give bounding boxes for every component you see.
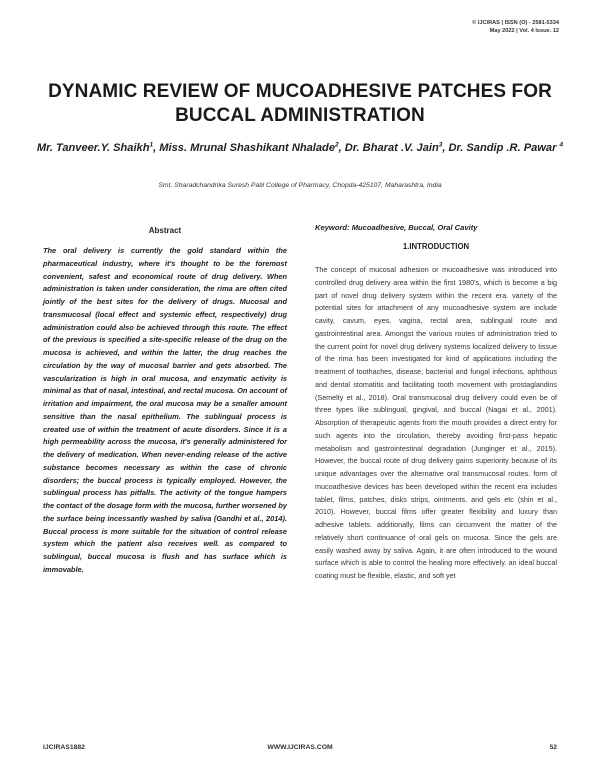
author-name: Miss. Mrunal Shashikant Nhalade [159,142,335,154]
author-name: Mr. Tanveer.Y. Shaikh [36,142,150,154]
keywords: Keyword: Mucoadhesive, Buccal, Oral Cavity [315,223,478,232]
introduction-body: The concept of mucosal adhesion or mucoadhesive was introduced into controlled drug delivery area within the first 1980's, which is become a big part of novel drug delivery system within the recent era. variety of the potential sites for attachment of any mucoadhesive system are include cavity, cavum, eyes, vagina, rectal area, sublingual route and gastrointestinal area. Amongst the various routes of administration tried to the current point for novel drug delivery systems localized delivery to tissue of the rima has been investigated for kind of applications including the treatment of toothaches, disease, bacterial and fungal infections, aphthous and dental stomatitis and facilitating tooth movement with prostaglandins (Semelty et al., 2018). Oral transmucosal drug delivery could even be of three types like sublingual, gingival, and buccal (Nagai et al., 2001). Absorption of therapeutic agents from the mouth provides a direct entry for such agents into the circulation, thereby avoiding first-pass hepatic metabolism and gastrointestinal degradation (Junginger et al., 2015). However, the buccal route of drug delivery gains superiority because of its unique advantages over the alternative oral transmucosal routes. form of mucoadhesive devices has been developed within the recent era includes tablet, films, patches, disks strips, ointments, and gels etc (shin et al., 2010). However, buccal films offer greater flexibility and luxury than adhesive tablets. additionally, films can circumvent the matter of the relatively short continuance of oral gels on mucosa. Since the gels are easily washed away by saliva. Again, it are often introduced to the wound surface which is able to control the healing more effectively. an ideal buccal coating must be flexible, elastic, and soft yet [315,265,557,580]
author-separator: , [442,142,449,154]
abstract-body: The oral delivery is currently the gold standard within the pharmaceutical industry, where it's thought to be the foremost convenient, safest and economical route of drug delivery. When administration is taken under consideration, the rima are often cited jointly of the best sites for the delivery of drugs. Mucosal and transmucosal (local effect and systemic effect, respectively) drug administration could also be achieved through this route. The effect of the previous is specified a site-specific release of the drug on the mucosa is achieved, and within the latter, the drug reaches the circulation by the way of mucosal barrier and gets absorbed. The vascularization is high in oral mucosa, and enzymatic activity is minimal as that of nasal, intestinal, and rectal mucosa. On account of irritation and impairment, the oral mucosa may be a smaller amount sensitive than the nasal epithelium. The sublingual process is created use of within the treatment of acute disorders. Since it is a high permeability across the mucosa, it's generally administered for the delivery of medication. When never-ending release of the active substance becomes necessary as within the case of chronic disorders; the buccal process is typically employed. However, the sublingual process has pitfalls. The activity of the tongue hampers the contact of the dosage form with the mucosa, further worsened by the surface being incessantly washed by saliva (Gandhi et al., 2014). Buccal process is more suitable for the situation of control release system which the patient also receives well. as compared to sublingual, buccal mucosa is flush and has surface which is immovable. [43,246,287,574]
author-name: Dr. Bharat .V. Jain [344,142,439,154]
footer-paper-id: IJCIRAS1882 [43,744,85,751]
journal-header [472,19,559,35]
author-separator: , [338,142,345,154]
author-affiliation-mark: 3 [438,141,443,149]
left-column [43,226,287,577]
author-affiliation-mark: 1 [149,141,154,149]
footer-website: WWW.IJCIRAS.COM [267,744,333,751]
author-affiliation-mark: 4 [559,141,564,149]
introduction-heading: 1.INTRODUCTION [402,242,470,251]
author-separator: , [153,142,160,154]
author-list [30,140,570,157]
author-affiliation-mark: 2 [335,141,339,149]
paper-title: DYNAMIC REVIEW OF MUCOADHESIVE PATCHES FOR BUCCAL ADMINISTRATION [48,81,552,126]
author-name: Dr. Sandip .R. Pawar [448,142,560,154]
right-column [315,222,557,583]
affiliation: Smt. Sharadchandrika Suresh Patil College of Pharmacy, Chopda-425107, Maharashtra, India [158,182,442,189]
abstract-heading: Abstract [148,226,182,235]
page-number: 52 [549,744,557,751]
issue-line: May 2022 | Vol. 4 Issue. 12 [489,28,559,34]
issn-line: © IJCIRAS | ISSN (O) - 2581-5334 [472,20,559,26]
